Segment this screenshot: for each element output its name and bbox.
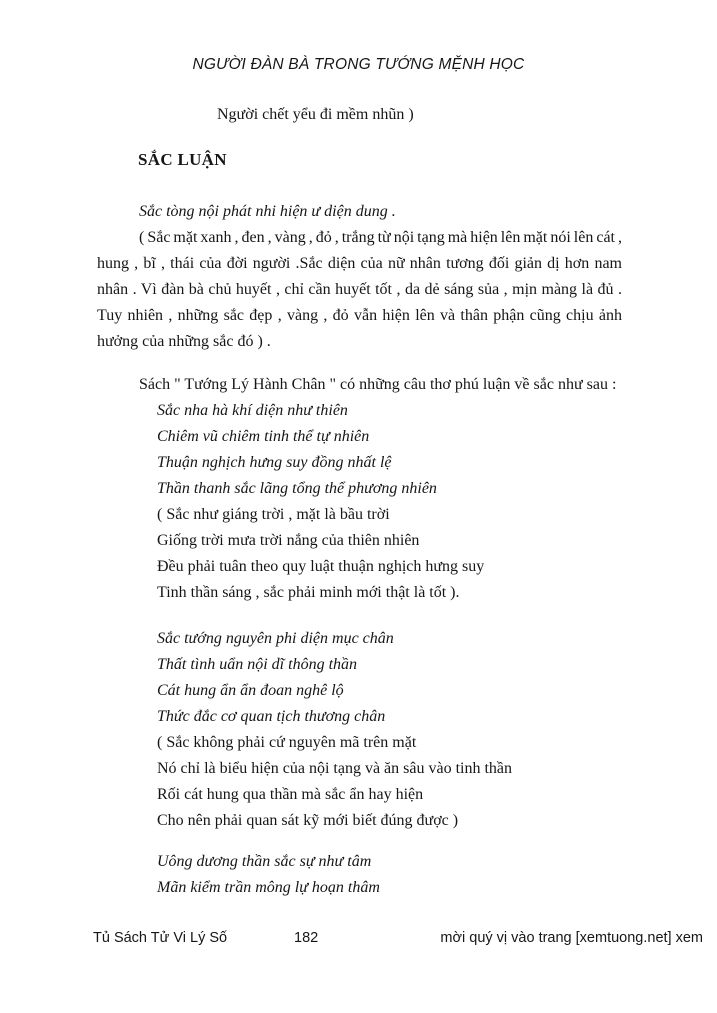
paragraph-line: nhân . Vì đàn bà chủ huyết , chỉ cần huyết tốt , da dẻ sáng sủa , mịn màng là đủ . bbox=[97, 281, 622, 298]
poem-line: ( Sắc không phải cứ nguyên mã trên mặt bbox=[157, 734, 417, 751]
paragraph-line: hưởng của những sắc đó ) . bbox=[97, 333, 271, 350]
poem-stanza-2 bbox=[157, 626, 512, 834]
poem-line: Sắc nha hà khí diện như thiên bbox=[157, 402, 348, 419]
running-header-title: NGƯỜI ĐÀN BÀ TRONG TƯỚNG MỆNH HỌC bbox=[192, 56, 525, 73]
poem-line: Thức đắc cơ quan tịch thương chân bbox=[157, 708, 386, 725]
book-intro-line: Sách " Tướng Lý Hành Chân " có những câu thơ phú luận về sắc như sau : bbox=[139, 376, 617, 393]
poem-line: Giống trời mưa trời nắng của thiên nhiên bbox=[157, 532, 420, 549]
poem-line: Mãn kiểm trần mông lự hoạn thâm bbox=[157, 879, 380, 896]
poem-line: Đều phải tuân theo quy luật thuận nghịch hưng suy bbox=[157, 558, 485, 575]
footer-site-note: mời quý vị vào trang [xemtuong.net] xem bbox=[440, 930, 703, 946]
poem-line: Thất tình uẩn nội dĩ thông thần bbox=[157, 656, 358, 673]
poem-line: Rối cát hung qua thần mà sắc ẩn hay hiện bbox=[157, 786, 424, 803]
intro-fragment-line: Người chết yểu đi mềm nhũn ) bbox=[217, 106, 414, 123]
poem-line: Thuận nghịch hưng suy đồng nhất lệ bbox=[157, 454, 392, 471]
poem-line: Cát hung ẩn ẩn đoan nghê lộ bbox=[157, 682, 344, 699]
paragraph-line: Tuy nhiên , những sắc đẹp , vàng , đỏ vẫn hiện lên và thân phận cũng chịu ảnh bbox=[97, 307, 622, 324]
poem-line: Chiêm vũ chiêm tinh thể tự nhiên bbox=[157, 428, 370, 445]
paragraph-line: hung , bĩ , thái của đời người .Sắc diện của nữ nhân tương đối giản dị hơn nam bbox=[97, 255, 622, 272]
page-footer bbox=[0, 928, 717, 954]
section-heading: SẮC LUẬN bbox=[138, 150, 227, 169]
poem-stanza-1 bbox=[157, 398, 484, 606]
poem-line: Uông dương thần sắc sự như tâm bbox=[157, 853, 372, 870]
poem-line: Nó chỉ là biểu hiện của nội tạng và ăn sâu vào tinh thần bbox=[157, 760, 513, 777]
paragraph-line: ( Sắc mặt xanh , đen , vàng , đỏ , trắng từ nội tạng mà hiện lên mặt nói lên cát , bbox=[139, 229, 622, 246]
footer-series-title: Tủ Sách Tử Vi Lý Số bbox=[93, 930, 228, 946]
lead-quote-line: Sắc tòng nội phát nhi hiện ư diện dung . bbox=[139, 203, 396, 220]
poem-line: Cho nên phải quan sát kỹ mới biết đúng được ) bbox=[157, 812, 459, 829]
poem-line: ( Sắc như giáng trời , mặt là bầu trời bbox=[157, 506, 390, 523]
poem-stanza-3 bbox=[157, 849, 380, 901]
poem-line: Tinh thần sáng , sắc phải minh mới thật là tốt ). bbox=[157, 584, 460, 601]
poem-line: Thần thanh sắc lãng tổng thể phương nhiên bbox=[157, 480, 437, 497]
poem-line: Sắc tướng nguyên phi diện mục chân bbox=[157, 630, 394, 647]
footer-page-number: 182 bbox=[294, 930, 319, 946]
